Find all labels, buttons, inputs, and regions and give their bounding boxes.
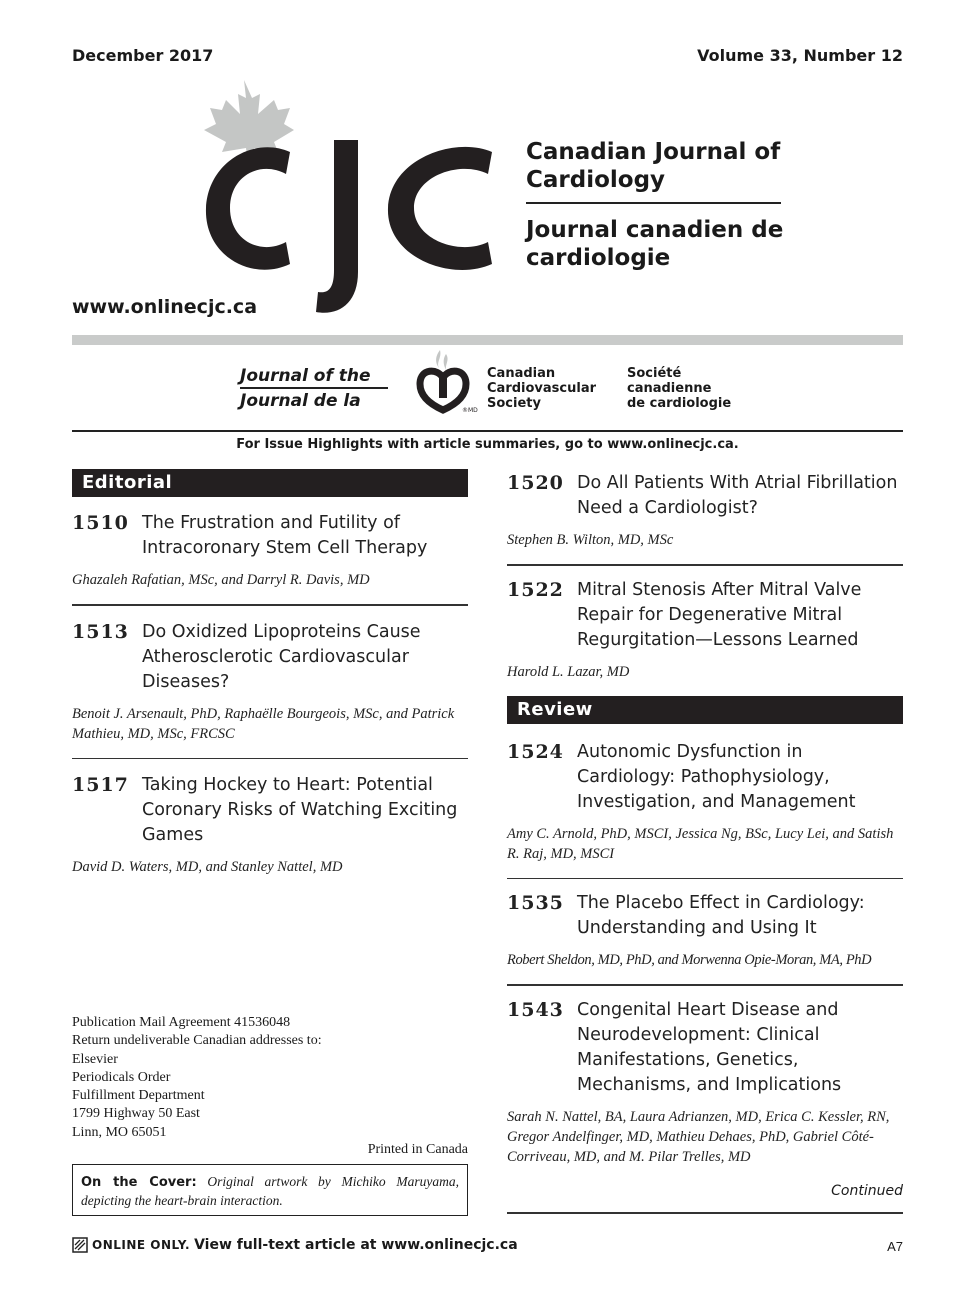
left-column: [72, 469, 468, 877]
article-authors: Sarah N. Nattel, BA, Laura Adrianzen, MD, Erica C. Kessler, RN, Gregor Andelfinger, MD, Mathieu Dehaes, PhD, Gabriel Côté-Corriveau, MD, and M. Pilar Trelles, MD: [507, 1108, 890, 1165]
article-entry[interactable]: [507, 998, 903, 1167]
article-title[interactable]: The Placebo Effect in Cardiology: Understanding and Using It: [577, 893, 865, 938]
ccs-heart-logo-icon: [412, 348, 478, 414]
journal-title-block: [526, 138, 786, 272]
page-number: A7: [887, 1239, 903, 1254]
article-title[interactable]: Do All Patients With Atrial Fibrillation Need a Cardiologist?: [577, 473, 898, 518]
article-entry[interactable]: [72, 620, 468, 744]
mailing-line: 1799 Highway 50 East: [72, 1106, 200, 1122]
journal-of-block: [240, 366, 388, 412]
online-only-icon: [72, 1237, 88, 1253]
article-page-number: 1513: [72, 620, 129, 643]
article-entry[interactable]: [507, 471, 903, 550]
article-entry[interactable]: [507, 578, 903, 682]
article-page-number: 1517: [72, 774, 129, 796]
issue-highlights-note: For Issue Highlights with article summaries, go to www.onlinecjc.ca.: [236, 437, 739, 452]
society-name-en-line1: Canadian: [487, 366, 556, 381]
society-name-fr: [627, 366, 731, 411]
article-authors: Amy C. Arnold, PhD, MSCI, Jessica Ng, BSc, Lucy Lei, and Satish R. Raj, MD, MSCI: [507, 825, 894, 862]
cover-note-box: [72, 1164, 468, 1216]
article-entry[interactable]: [507, 740, 903, 864]
mailing-line: Elsevier: [72, 1051, 118, 1067]
highlights-rule: [72, 430, 903, 432]
cover-label: On the Cover:: [81, 1175, 197, 1190]
mailing-info: [72, 1014, 322, 1142]
society-name-en-line2: Cardiovascular: [487, 381, 597, 396]
article-authors: Robert Sheldon, MD, PhD, and Morwenna Opie-Moran, MA, PhD: [507, 952, 872, 968]
logo-letter-c-left: [206, 147, 290, 269]
mailing-line: Publication Mail Agreement 41536048: [72, 1015, 291, 1030]
journal-title-en: Canadian Journal of Cardiology: [526, 139, 781, 193]
article-title[interactable]: Mitral Stenosis After Mitral Valve Repair for Degenerative Mitral Regurgitation—Lessons Learned: [577, 579, 862, 650]
logo-letter-c-right: [388, 147, 492, 270]
mailing-line: Linn, MO 65051: [72, 1124, 167, 1140]
svg-text:®MD: ®MD: [462, 407, 478, 414]
section-heading-editorial: Editorial: [72, 469, 468, 497]
journal-title-fr: Journal canadien de cardiologie: [526, 217, 784, 271]
article-page-number: 1520: [507, 472, 564, 494]
article-divider: [72, 604, 468, 606]
online-only-text[interactable]: View full-text article at www.onlinecjc.ca: [194, 1237, 518, 1253]
article-authors: David D. Waters, MD, and Stanley Nattel, MD: [72, 859, 343, 875]
article-entry[interactable]: [507, 891, 903, 970]
right-column: [507, 469, 903, 1167]
issue-date: December 2017: [72, 46, 214, 65]
bottom-rule: [507, 1212, 903, 1214]
journal-of-rule: [240, 387, 388, 389]
article-divider: [507, 984, 903, 986]
printed-in-note: Printed in Canada: [367, 1142, 468, 1157]
footer-online-note: [72, 1237, 518, 1253]
journal-url[interactable]: www.onlinecjc.ca: [72, 296, 258, 318]
society-name-fr-line3: de cardiologie: [627, 396, 732, 411]
continued-label: Continued: [831, 1183, 903, 1199]
society-name-en-line3: Society: [487, 396, 541, 411]
article-authors: Stephen B. Wilton, MD, MSc: [507, 532, 674, 548]
article-title[interactable]: Taking Hockey to Heart: Potential Coronary Risks of Watching Exciting Games: [142, 775, 458, 845]
mailing-line: Return undeliverable Canadian addresses to:: [72, 1033, 322, 1049]
article-title[interactable]: The Frustration and Futility of Intracoronary Stem Cell Therapy: [142, 513, 428, 558]
article-title[interactable]: Congenital Heart Disease and Neurodevelopment: Clinical Manifestations, Genetics, Mechanisms, and Implications: [577, 999, 842, 1095]
issue-volume: Volume 33, Number 12: [697, 46, 903, 65]
article-page-number: 1535: [507, 892, 564, 914]
article-divider: [72, 758, 468, 760]
article-entry[interactable]: [72, 773, 468, 877]
cjc-logo: [182, 80, 512, 320]
article-title[interactable]: Do Oxidized Lipoproteins Cause Atherosclerotic Cardiovascular Diseases?: [142, 621, 421, 692]
society-name-en: [487, 366, 596, 411]
article-title[interactable]: Autonomic Dysfunction in Cardiology: Pathophysiology, Investigation, and Management: [577, 741, 856, 812]
cover-text: Original artwork by Michiko Maruyama, depicting the heart-brain interaction.: [81, 1174, 459, 1208]
mailing-line: Fulfillment Department: [72, 1088, 205, 1104]
article-divider: [507, 878, 903, 880]
logo-letter-j: [316, 140, 358, 313]
online-only-label: ONLINE ONLY.: [92, 1238, 191, 1252]
title-divider: [526, 202, 781, 204]
article-authors: Harold L. Lazar, MD: [507, 663, 630, 680]
article-page-number: 1522: [507, 578, 564, 601]
mailing-line: Periodicals Order: [72, 1069, 171, 1085]
society-name-fr-line1: Société: [627, 366, 682, 381]
article-divider: [507, 564, 903, 566]
section-heading-review: Review: [507, 696, 903, 724]
article-authors: Benoit J. Arsenault, PhD, Raphaëlle Bourgeois, MSc, and Patrick Mathieu, MD, MSc, FRCSC: [72, 705, 455, 742]
article-authors: Ghazaleh Rafatian, MSc, and Darryl R. Davis, MD: [72, 572, 370, 588]
header-gray-bar: [72, 335, 903, 345]
journal-of-fr: Journal de la: [240, 390, 361, 411]
society-name-fr-line2: canadienne: [627, 381, 712, 396]
article-page-number: 1543: [507, 998, 564, 1021]
journal-of-en: Journal of the: [240, 366, 371, 386]
article-page-number: 1524: [507, 740, 564, 763]
article-entry[interactable]: [72, 511, 468, 590]
article-page-number: 1510: [72, 512, 129, 534]
